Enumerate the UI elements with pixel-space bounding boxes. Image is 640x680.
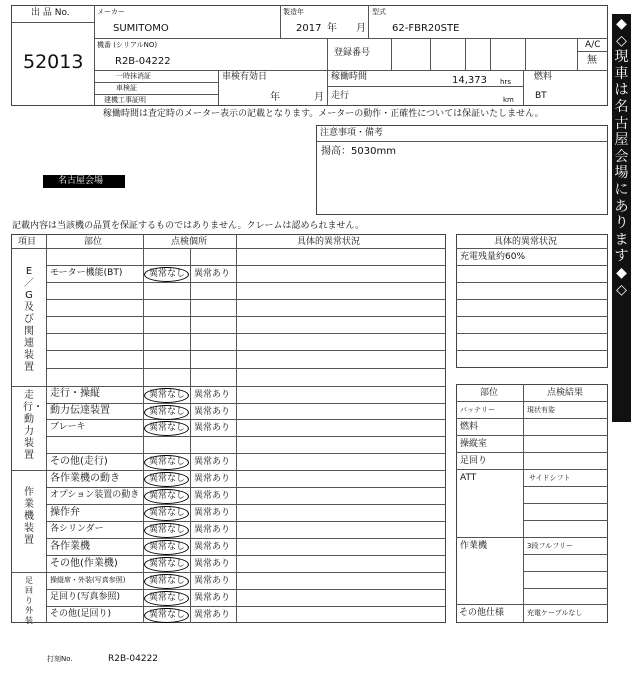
result-work-value: 3段フルフリー <box>527 542 573 550</box>
notes-value: 揚高：5030mm <box>321 146 396 157</box>
maker-value: SUMITOMO <box>113 23 169 34</box>
hours-label: 稼働時間 <box>331 72 368 82</box>
disclaimer: 記載内容は当該機の品質を保証するものではありません。クレームは認められません。 <box>12 221 365 231</box>
year-value: 2017 <box>296 23 322 34</box>
check-ok-circle-4 <box>144 455 189 470</box>
inspect-year: 年 <box>270 92 280 103</box>
check-ok-circle-13 <box>144 608 189 623</box>
result-other-value: 充電ケーブルなし <box>527 609 583 617</box>
left-row-1: 一時抹消証 <box>116 72 151 80</box>
check-ok-12: 異常なし <box>149 593 186 603</box>
check-ok-8: 異常なし <box>149 525 186 535</box>
part-motor: モーター機能(BT) <box>50 268 123 278</box>
right-detail-title: 具体的異常状況 <box>494 237 558 247</box>
check-ng-0: 異常あり <box>194 269 231 279</box>
check-ng-2: 異常あり <box>194 407 231 417</box>
part-cylinder: 各シリンダー <box>50 524 104 534</box>
serial-value: R2B-04222 <box>115 56 171 67</box>
left-row-2: 車検証 <box>116 84 137 92</box>
check-ok-circle-11 <box>144 574 189 589</box>
check-ng-5: 異常あり <box>194 474 231 484</box>
result-h-part: 部位 <box>480 388 499 398</box>
left-row-3: 建機工事証明 <box>104 96 146 104</box>
stamp-label: 打刻No. <box>47 655 73 663</box>
part-power: 動力伝達装置 <box>50 405 110 416</box>
check-ok-circle-5 <box>144 472 189 487</box>
result-att: ATT <box>460 473 477 483</box>
check-ok-4: 異常なし <box>149 457 186 467</box>
result-att-value: サイドシフト <box>529 474 571 482</box>
check-ng-1: 異常あり <box>194 390 231 400</box>
inspect-month: 月 <box>314 92 324 103</box>
check-ng-13: 異常あり <box>194 610 231 620</box>
check-ng-3: 異常あり <box>194 423 231 433</box>
result-work: 作業機 <box>460 541 488 551</box>
year-label: 製造年 <box>283 8 304 16</box>
check-ng-7: 異常あり <box>194 508 231 518</box>
check-ok-6: 異常なし <box>149 491 186 501</box>
fuel-label: 燃料 <box>534 72 553 82</box>
check-ng-11: 異常あり <box>194 576 231 586</box>
result-h-result: 点検結果 <box>547 388 584 398</box>
check-ok-circle-8 <box>144 523 189 538</box>
check-ok-circle-9 <box>144 540 189 555</box>
model-value: 62-FBR20STE <box>392 23 460 34</box>
year-unit: 年 <box>327 23 337 34</box>
part-work-move: 各作業機の動き <box>50 473 120 484</box>
check-ng-12: 異常あり <box>194 593 231 603</box>
inspect-label: 車検有効日 <box>222 72 268 82</box>
result-fuel: 燃料 <box>460 422 479 432</box>
check-ok-11: 異常なし <box>149 576 186 586</box>
location-badge-text: 名古屋会場 <box>58 176 104 186</box>
check-ok-2: 異常なし <box>149 407 186 417</box>
part-work-other: その他(作業機) <box>50 558 118 569</box>
check-ok-5: 異常なし <box>149 474 186 484</box>
part-drive-other: その他(走行) <box>50 456 108 467</box>
check-ok-circle-12 <box>144 591 189 606</box>
check-ok-9: 異常なし <box>149 542 186 552</box>
km-unit: km <box>503 96 514 104</box>
part-work: 各作業機 <box>50 541 90 552</box>
check-ok-1: 異常なし <box>149 390 186 400</box>
km-label: 走行 <box>331 91 350 101</box>
result-other: その他仕様 <box>459 608 505 618</box>
result-under: 足回り <box>460 456 488 466</box>
part-cab: 操縦席・外装(写真参照) <box>50 576 126 584</box>
location-banner: ◆◇現車は名古屋会場にあります◆◇ <box>612 14 631 422</box>
hours-notice: 稼働時間は査定時のメーター表示の記載となります。メーターの動作・正確性については保証いたしません。 <box>103 109 544 119</box>
model-label: 型式 <box>372 8 386 16</box>
result-battery: バッテリー <box>460 406 495 414</box>
stamp-value: R2B-04222 <box>108 654 159 664</box>
check-ng-8: 異常あり <box>194 525 231 535</box>
part-brake: ブレーキ <box>50 422 86 432</box>
hours-value: 14,373 <box>452 75 487 86</box>
check-ok-10: 異常なし <box>149 559 186 569</box>
check-ng-6: 異常あり <box>194 491 231 501</box>
check-ok-circle-10 <box>144 557 189 572</box>
result-cab: 操縦室 <box>460 439 488 449</box>
header-item: 項目 <box>18 237 37 247</box>
ac-value: 無 <box>587 55 597 66</box>
notes-box <box>316 125 608 215</box>
header-part: 部位 <box>84 237 103 247</box>
group-work: 作業機装置 <box>24 487 34 546</box>
group-under: 足回り外装 <box>25 576 33 625</box>
header-detail: 具体的異常状況 <box>297 237 361 247</box>
group-engine: E／G及び関連装置 <box>24 266 34 373</box>
lot-number: 52013 <box>23 51 84 73</box>
check-ok-0: 異常なし <box>149 269 186 279</box>
group-drive: 走行・動力装置 <box>23 390 43 461</box>
reg-label: 登録番号 <box>334 48 371 58</box>
lot-label: 出 品 No. <box>31 8 70 18</box>
hours-unit: hrs <box>500 78 511 86</box>
month-unit: 月 <box>356 23 366 34</box>
check-ng-10: 異常あり <box>194 559 231 569</box>
check-ok-circle-1 <box>144 388 189 403</box>
right-detail-first: 充電残量約60% <box>460 252 526 262</box>
part-option: オプション装置の動き <box>50 490 140 500</box>
maker-label: メーカー <box>97 8 125 16</box>
notes-title: 注意事項・備考 <box>320 128 384 138</box>
check-ok-circle-2 <box>144 405 189 420</box>
check-ok-circle-7 <box>144 506 189 521</box>
header-frame <box>11 5 608 106</box>
result-battery-value: 現状有姿 <box>527 406 555 414</box>
serial-label: 機番 (シリアルNO) <box>97 41 158 49</box>
fuel-value: BT <box>535 91 547 101</box>
check-ng-9: 異常あり <box>194 542 231 552</box>
check-ok-circle-3 <box>144 421 189 436</box>
part-under: 足回り(写真参照) <box>50 592 121 602</box>
check-ok-circle-6 <box>144 489 189 504</box>
part-under-other: その他(足回り) <box>50 609 112 619</box>
check-ok-13: 異常なし <box>149 610 186 620</box>
check-ok-3: 異常なし <box>149 423 186 433</box>
part-steer: 走行・操縦 <box>50 388 100 399</box>
ac-label: A/C <box>585 40 601 50</box>
header-check: 点検個所 <box>171 237 208 247</box>
check-ok-circle-0 <box>144 267 189 282</box>
check-ok-7: 異常なし <box>149 508 186 518</box>
check-ng-4: 異常あり <box>194 457 231 467</box>
part-valve: 操作弁 <box>50 507 80 518</box>
